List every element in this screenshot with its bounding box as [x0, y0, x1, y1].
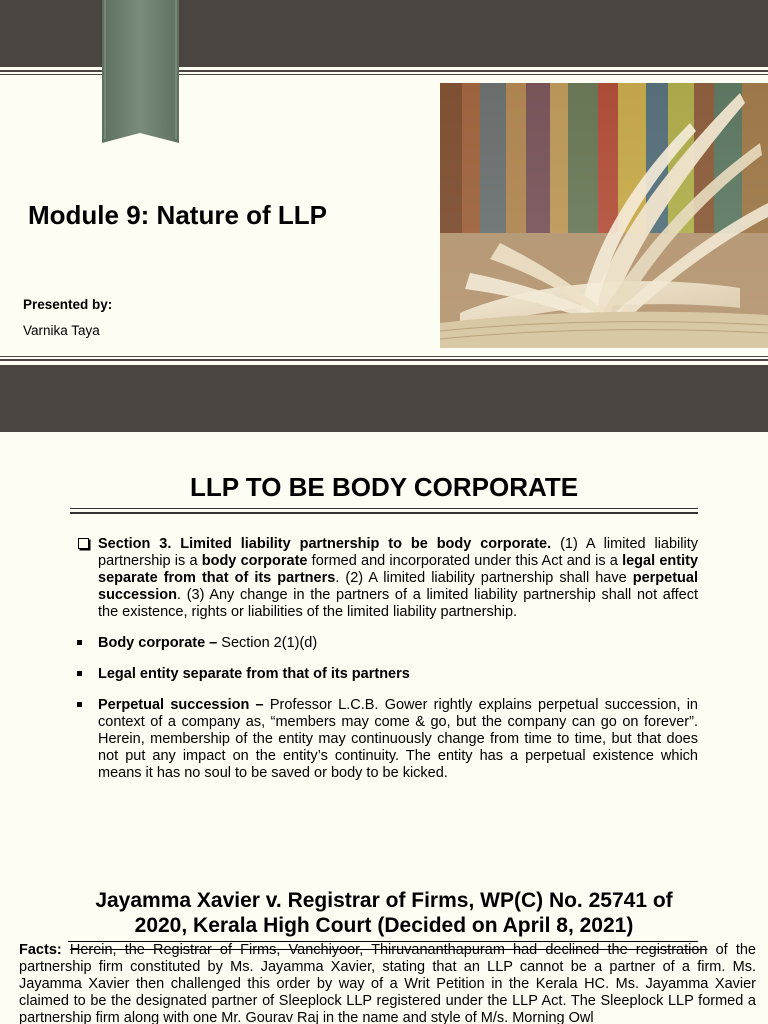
bullet-text: Section 2(1)(d)	[217, 635, 318, 651]
case-heading-line: 2020, Kerala High Court (Decided on April 8, 2021)	[134, 914, 634, 937]
section-emphasis: legal entity separate from that of its partners	[98, 553, 699, 586]
bullet-title: Perpetual succession –	[98, 697, 264, 713]
slide-heading: LLP TO BE BODY CORPORATE	[189, 472, 579, 502]
section-emphasis: body corporate	[201, 553, 308, 569]
module-title: Module 9: Nature of LLP	[28, 200, 327, 230]
section-text: . (2) A limited liability partnership shall have	[335, 570, 633, 586]
list-item	[98, 697, 698, 782]
bullet-title: Legal entity separate from that of its partners	[98, 666, 410, 682]
list-item	[98, 536, 698, 621]
bullet-title: Body corporate –	[98, 635, 218, 651]
title-slide	[0, 0, 768, 432]
heading-rule-thick	[70, 512, 698, 514]
facts-text: of the partnership firm constituted by Ms. Jayamma Xavier, stating that an LLP cannot be a partner of a firm. Ms. Jayamma Xavier then challenged this order by way of a Writ Petition in the Kerala HC. Ms. Jayamma Xavier claimed to be the designated partner of Sleeplock LLP registered under the LLP Act. The Sleeplock LLP formed a partnership firm along with one Mr. Gourav Raj in the name and style of M/s. Morning Owl	[19, 942, 756, 1024]
list-item	[98, 666, 698, 683]
section-emphasis: perpetual succession	[98, 570, 698, 603]
presented-by-label: Presented by:	[23, 297, 113, 312]
bottom-band	[0, 365, 768, 432]
section-text: formed and incorporated under this Act and is a	[307, 553, 623, 569]
case-heading	[60, 888, 708, 938]
bullet-text: Professor L.C.B. Gower rightly explains perpetual succession, in context of a company as, “members may come & go, but the company can go on forever”. Herein, membership of the entity may continuously change from time to time, but that does not put any impact on the entity’s continuity. The entity has a perpetual existence which means it has no soul to be saved or body to be kicked.	[98, 697, 699, 781]
square-bullet-icon	[77, 702, 82, 707]
bottom-rule-thick	[0, 359, 768, 361]
section-text: . (3) Any change in the partners of a limited liability partnership shall not affect the existence, rights or liabilities of the limited liability partnership.	[98, 587, 698, 620]
case-heading-line: Jayamma Xavier v. Registrar of Firms, WP(C) No. 25741 of	[95, 889, 673, 912]
square-bullet-icon	[77, 640, 82, 645]
square-bullet-icon	[77, 671, 82, 676]
bottom-rule-thin	[0, 356, 768, 357]
section-title: Section 3. Limited liability partnership to be body corporate.	[98, 536, 552, 552]
presenter-name: Varnika Taya	[23, 323, 100, 338]
heading-rule-thin	[70, 508, 698, 509]
section-text: (1) A limited liability partnership is a	[98, 536, 698, 569]
facts-label: Facts:	[19, 942, 62, 958]
checkbox-bullet-icon	[78, 538, 89, 549]
list-item	[98, 635, 698, 652]
open-book-photo	[440, 83, 768, 348]
content-slide	[0, 432, 768, 1024]
facts-struck-text: Herein, the Registrar of Firms, Vanchiyoor, Thiruvananthapuram had declined the registration	[69, 942, 708, 958]
bullet-list	[98, 536, 698, 796]
bookmark-ribbon-icon	[102, 0, 179, 143]
facts-paragraph	[19, 942, 756, 1024]
